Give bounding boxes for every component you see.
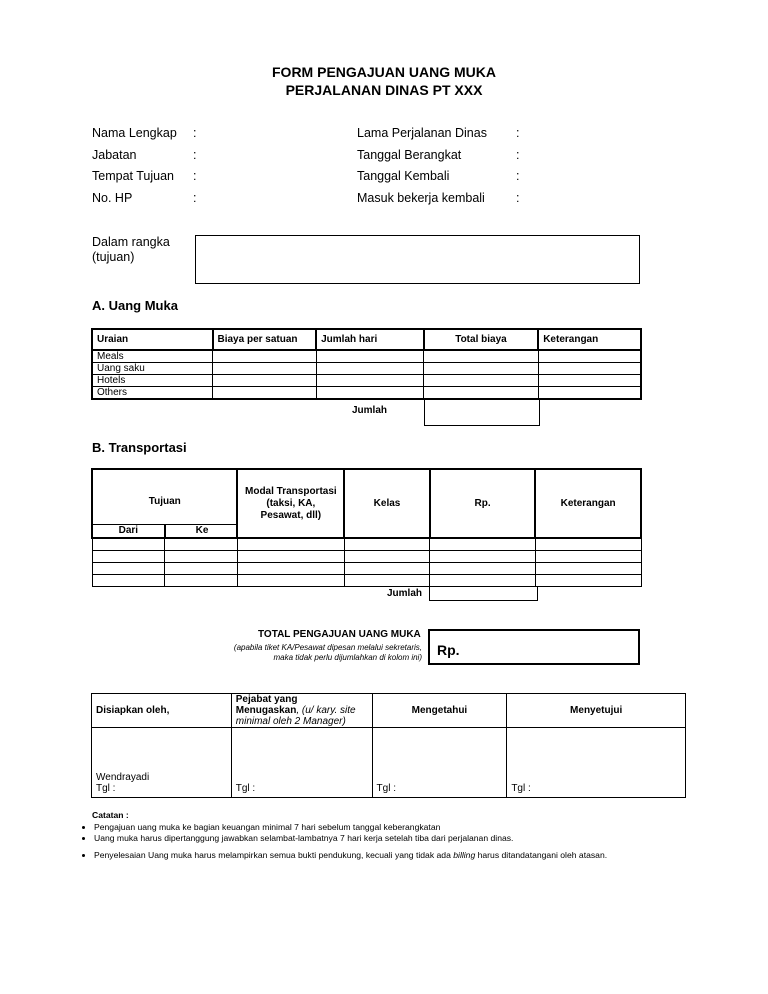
purpose-input-box[interactable] xyxy=(195,235,640,284)
header-tujuan: Tujuan xyxy=(92,469,237,524)
signature-table xyxy=(91,693,686,798)
jumlah-box-a[interactable] xyxy=(424,399,540,426)
cell[interactable] xyxy=(92,550,165,562)
header-modal-transportasi xyxy=(237,469,344,538)
header-biaya: Biaya per satuan xyxy=(213,329,317,350)
sig-date: Tgl : xyxy=(235,783,256,794)
table-row xyxy=(92,363,641,375)
sig-cell-mengetahui[interactable] xyxy=(372,728,507,798)
sig-header-menugaskan-line2: Menugaskan xyxy=(235,705,297,716)
sig-header-menugaskan-note: , (u/ kary. site xyxy=(296,705,356,716)
total-request-note-line1: (apabila tiket KA/Pesawat dipesan melalui sekretaris, xyxy=(233,643,422,652)
cell[interactable] xyxy=(165,538,238,550)
notes-title: Catatan : xyxy=(92,810,129,820)
row-label: Uang saku xyxy=(92,363,213,375)
field-label-tempat: Tempat Tujuan xyxy=(92,169,174,183)
sig-cell-disiapkan[interactable] xyxy=(92,728,232,798)
total-request-note xyxy=(150,643,422,663)
note-item: • Pengajuan uang muka ke bagian keuangan minimal 7 hari sebelum tanggal keberangkatan xyxy=(94,822,694,833)
form-title-line1: FORM PENGAJUAN UANG MUKA xyxy=(272,64,496,80)
total-request-label: TOTAL PENGAJUAN UANG MUKA xyxy=(258,629,421,640)
table-row xyxy=(92,350,641,363)
sig-name: Wendrayadi xyxy=(96,772,150,783)
header-kelas: Kelas xyxy=(344,469,430,538)
cell[interactable] xyxy=(424,375,539,387)
signature-header-row xyxy=(92,694,686,728)
note-item xyxy=(94,850,694,860)
cell[interactable] xyxy=(237,550,344,562)
cell[interactable] xyxy=(316,363,424,375)
form-title-line2: PERJALANAN DINAS PT XXX xyxy=(285,82,483,98)
header-keterangan: Keterangan xyxy=(538,329,641,350)
table-row xyxy=(92,538,641,550)
field-sep: : xyxy=(193,191,197,205)
header-dari: Dari xyxy=(92,524,165,538)
cell[interactable] xyxy=(344,538,430,550)
cell[interactable] xyxy=(316,375,424,387)
cell[interactable] xyxy=(535,574,641,586)
field-sep: : xyxy=(193,148,197,162)
header-ke: Ke xyxy=(165,524,238,538)
table-header-row xyxy=(92,469,641,524)
sig-cell-menyetujui[interactable] xyxy=(507,728,686,798)
cell[interactable] xyxy=(424,350,539,363)
sig-date: Tgl : xyxy=(376,783,396,794)
cell[interactable] xyxy=(430,550,535,562)
header-modal-line2: (taksi, KA, xyxy=(266,497,316,509)
cell[interactable] xyxy=(538,350,641,363)
sig-date: Tgl : xyxy=(511,783,531,794)
cell[interactable] xyxy=(165,562,238,574)
cell[interactable] xyxy=(535,562,641,574)
note-item: • Uang muka harus dipertanggung jawabkan selambat-lambatnya 7 hari kerja setelah tiba dari perjalanan dinas. xyxy=(94,833,694,844)
cell[interactable] xyxy=(430,538,535,550)
cell[interactable] xyxy=(237,562,344,574)
note-item-italic: billing xyxy=(453,850,476,860)
table-row xyxy=(92,562,641,574)
cell[interactable] xyxy=(344,574,430,586)
cell[interactable] xyxy=(430,562,535,574)
cell[interactable] xyxy=(538,363,641,375)
cell[interactable] xyxy=(213,387,317,400)
field-label-masuk: Masuk bekerja kembali xyxy=(357,191,485,205)
transportasi-table xyxy=(91,468,642,587)
field-label-kembali: Tanggal Kembali xyxy=(357,169,450,183)
field-sep: : xyxy=(193,126,197,140)
jumlah-label-a: Jumlah xyxy=(352,405,388,416)
cell[interactable] xyxy=(538,387,641,400)
uang-muka-table xyxy=(91,328,642,400)
total-request-currency: Rp. xyxy=(437,642,460,658)
cell[interactable] xyxy=(344,562,430,574)
cell[interactable] xyxy=(316,387,424,400)
table-header-row xyxy=(92,329,641,350)
header-modal-line1: Modal Transportasi xyxy=(245,485,337,497)
cell[interactable] xyxy=(424,387,539,400)
jumlah-label-b: Jumlah xyxy=(387,588,423,599)
table-row xyxy=(92,574,641,586)
cell[interactable] xyxy=(538,375,641,387)
cell[interactable] xyxy=(92,574,165,586)
cell[interactable] xyxy=(535,550,641,562)
notes-list xyxy=(74,822,694,860)
note-item-text: Penyelesaian Uang muka harus melampirkan semua bukti pendukung, kecuali yang tidak ada xyxy=(94,850,454,860)
field-sep: : xyxy=(193,169,197,183)
cell[interactable] xyxy=(165,574,238,586)
field-label-berangkat: Tanggal Berangkat xyxy=(357,148,462,162)
header-modal-line3: Pesawat, dll) xyxy=(260,509,322,521)
header-keterangan-b: Keterangan xyxy=(535,469,641,538)
cell[interactable] xyxy=(237,574,344,586)
row-label: Meals xyxy=(92,350,213,363)
sig-header-menyetujui: Menyetujui xyxy=(507,694,686,728)
sig-header-menugaskan-note2: minimal oleh 2 Manager) xyxy=(235,716,346,727)
cell[interactable] xyxy=(316,350,424,363)
cell[interactable] xyxy=(237,538,344,550)
row-label: Others xyxy=(92,387,213,400)
row-label: Hotels xyxy=(92,375,213,387)
table-row xyxy=(92,375,641,387)
cell[interactable] xyxy=(92,562,165,574)
cell[interactable] xyxy=(535,538,641,550)
field-sep: : xyxy=(516,191,520,205)
section-a-title: A. Uang Muka xyxy=(92,298,178,313)
sig-header-menugaskan xyxy=(231,694,372,728)
sig-header-mengetahui: Mengetahui xyxy=(372,694,507,728)
note-item-text-end: harus ditandatangani oleh atasan. xyxy=(475,850,608,860)
cell[interactable] xyxy=(213,350,317,363)
section-b-title: B. Transportasi xyxy=(92,440,187,455)
cell[interactable] xyxy=(92,538,165,550)
header-uraian: Uraian xyxy=(92,329,213,350)
purpose-label-line2: (tujuan) xyxy=(92,250,135,264)
cell[interactable] xyxy=(213,375,317,387)
field-label-jabatan: Jabatan xyxy=(92,148,137,162)
table-row xyxy=(92,387,641,400)
cell[interactable] xyxy=(165,550,238,562)
purpose-label-line1: Dalam rangka xyxy=(92,235,170,249)
cell[interactable] xyxy=(213,363,317,375)
header-rp: Rp. xyxy=(430,469,535,538)
field-label-hp: No. HP xyxy=(92,191,133,205)
cell[interactable] xyxy=(430,574,535,586)
header-total-biaya: Total biaya xyxy=(424,329,539,350)
header-jumlah-hari: Jumlah hari xyxy=(316,329,424,350)
sig-header-disiapkan: Disiapkan oleh, xyxy=(92,694,232,728)
jumlah-box-b[interactable] xyxy=(429,586,538,601)
table-row xyxy=(92,550,641,562)
field-label-nama: Nama Lengkap xyxy=(92,126,177,140)
sig-header-menugaskan-line1: Pejabat yang xyxy=(235,694,298,705)
sig-cell-menugaskan[interactable] xyxy=(231,728,372,798)
field-sep: : xyxy=(516,169,520,183)
cell[interactable] xyxy=(344,550,430,562)
cell[interactable] xyxy=(424,363,539,375)
field-sep: : xyxy=(516,148,520,162)
field-sep: : xyxy=(516,126,520,140)
field-label-lama: Lama Perjalanan Dinas xyxy=(357,126,487,140)
total-request-box[interactable] xyxy=(428,629,640,665)
sig-date: Tgl : xyxy=(96,783,116,794)
total-request-note-line2: maka tidak perlu dijumlahkan di kolom ini) xyxy=(273,653,422,662)
signature-body-row xyxy=(92,728,686,798)
